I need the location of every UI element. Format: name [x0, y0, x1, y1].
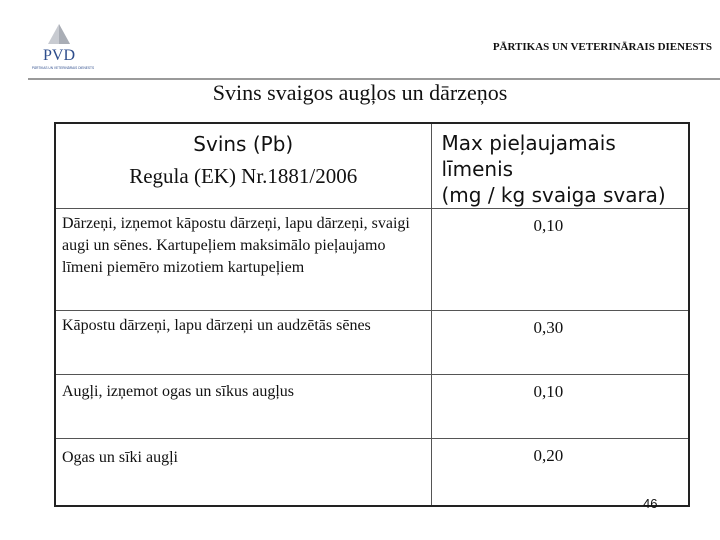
row-description: Kāpostu dārzeņi, lapu dārzeņi un audzētās sēnes: [55, 311, 431, 375]
table-row: [55, 209, 689, 311]
header-limit-title: Max pieļaujamais līmenis: [441, 131, 616, 181]
header-cell-limit: [431, 123, 689, 209]
pvd-logo: [28, 22, 98, 72]
header-regulation: Regula (EK) Nr.1881/2006: [129, 164, 358, 188]
table-header-row: [55, 123, 689, 209]
row-description: Augļi, izņemot ogas un sīkus augļus: [55, 375, 431, 439]
table-row: [55, 439, 689, 506]
row-value: 0,10: [431, 209, 689, 311]
row-description: Dārzeņi, izņemot kāpostu dārzeņi, lapu dārzeņi, svaigi augi un sēnes. Kartupeļiem maksimālo pieļaujamo līmeni piemēro mizotiem kartupeļiem: [55, 209, 431, 311]
slide-title: Svins svaigos augļos un dārzeņos: [212, 80, 508, 105]
table-row: [55, 311, 689, 375]
page-number: 46: [643, 496, 658, 511]
row-value: 0,20: [431, 439, 689, 506]
lead-limits-table: [54, 122, 690, 507]
logo-subtext: PĀRTIKAS UN VETERINĀRAIS DIENESTS: [31, 66, 95, 70]
row-value: 0,10: [431, 375, 689, 439]
row-value: 0,30: [431, 311, 689, 375]
organization-name: PĀRTIKAS UN VETERINĀRAIS DIENESTS: [492, 41, 712, 53]
table-row: [55, 375, 689, 439]
header-substance: Svins (Pb): [193, 132, 294, 156]
logo-text: PVD: [42, 47, 76, 64]
header-limit-unit: (mg / kg svaiga svara): [441, 183, 666, 207]
row-description: Ogas un sīki augļi: [55, 439, 431, 506]
header-cell-substance: [55, 123, 431, 209]
